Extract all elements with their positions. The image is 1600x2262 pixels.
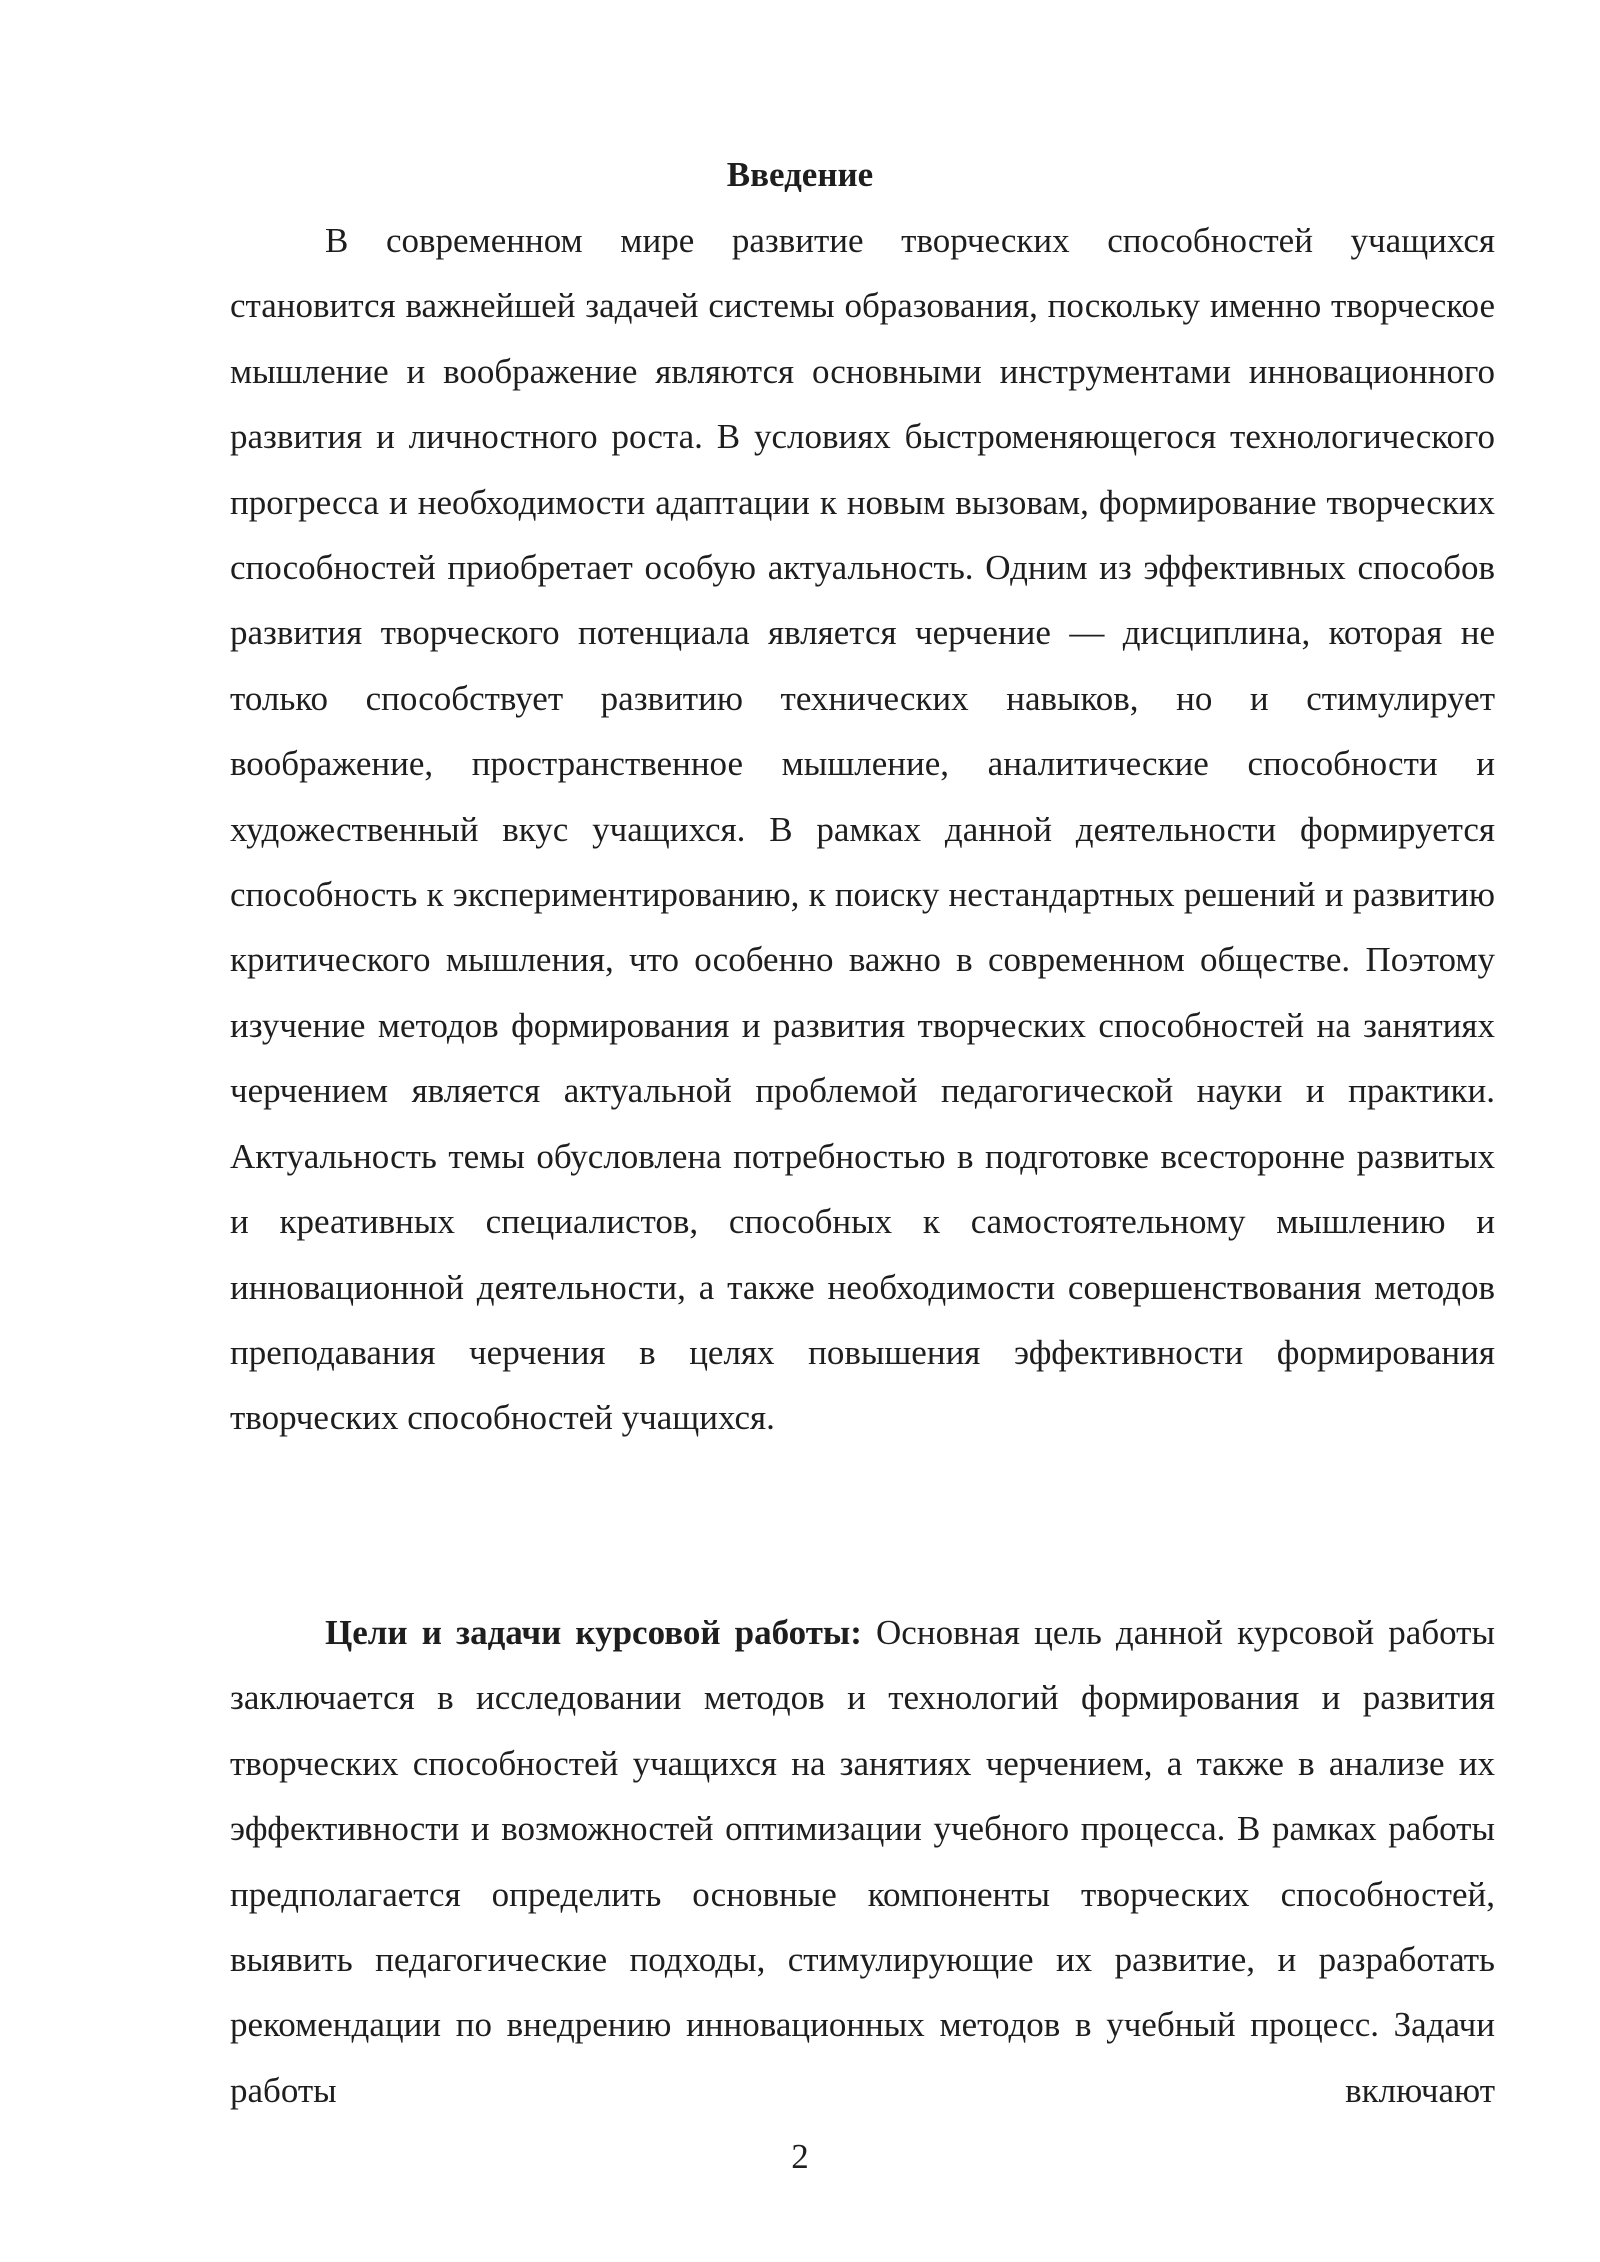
section-title: Введение [726, 155, 874, 194]
page-number: 2 [791, 2137, 809, 2176]
goals-lead-in: Цели и задачи курсовой работы: [325, 1613, 862, 1652]
intro-paragraph: В современном мире развитие творческих способностей учащихся становится важнейшей задачей системы образования, поскольку именно творческое мышление и воображение являются основными инструментами инновационного развития и личностного роста. В условиях быстроменяющегося технологического прогресса и необходимости адаптации к новым вызовам, формирование творческих способностей приобретает особую актуальность. Одним из эффективных способов развития творческого потенциала является черчение — дисциплина, которая не только способствует развитию технических навыков, но и стимулирует воображение, пространственное мышление, аналитические способности и художественный вкус учащихся. В рамках данной деятельности формируется способность к экспериментированию, к поиску нестандартных решений и развитию критического мышления, что особенно важно в современном обществе. Поэтому изучение методов формирования и развития творческих способностей на занятиях черчением является актуальной проблемой педагогической науки и практики. Актуальность темы обусловлена потребностью в подготовке всесторонне развитых и креативных специалистов, способных к самостоятельному мышлению и инновационной деятельности, а также необходимости совершенствования методов преподавания черчения в целях повышения эффективности формирования творческих способностей учащихся. [230, 221, 1495, 1438]
goals-text: Основная цель данной курсовой работы заключается в исследовании методов и технологий формирования и развития творческих способностей учащихся на занятиях черчением, а также в анализе их эффективности и возможностей оптимизации учебного процесса. В рамках работы предполагается определить основные компоненты творческих способностей, выявить педагогические подходы, стимулирующие их развитие, и разработать рекомендации по внедрению инновационных методов в учебный процесс. Задачи работы включают [230, 1613, 1495, 2110]
goals-paragraph [230, 1600, 1495, 2123]
